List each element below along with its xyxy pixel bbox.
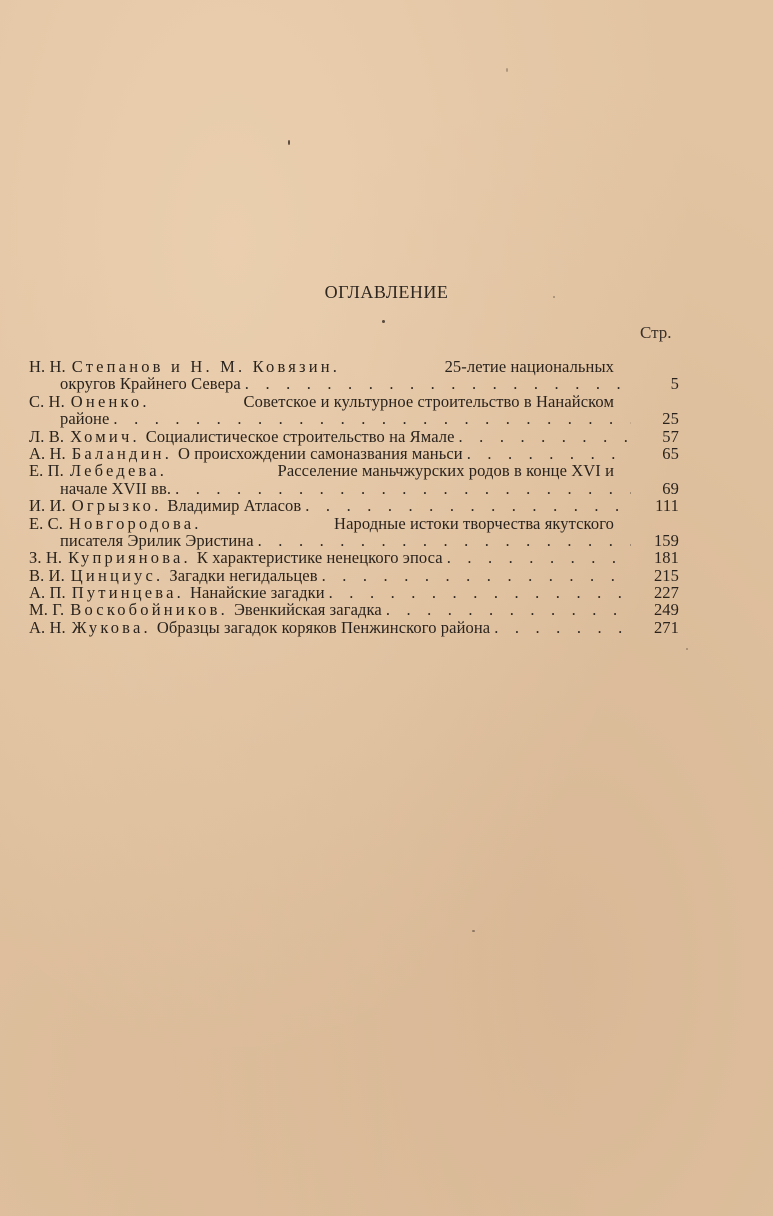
entry-author: Новгородова. xyxy=(68,513,202,533)
entry-author: Баландин. xyxy=(71,443,173,463)
toc-entry[interactable] xyxy=(29,428,679,445)
entry-title: К характеристике ненецкого эпоса xyxy=(196,548,443,568)
entry-initials: З. Н. xyxy=(29,548,63,568)
toc-entry-line xyxy=(29,462,614,479)
entry-title: О происхождении самоназвания маньси xyxy=(178,443,463,463)
entry-title: Загадки негидальцев xyxy=(169,565,318,585)
entry-page: 57 xyxy=(662,426,679,446)
entry-initials: Н. Н. xyxy=(29,357,66,376)
leader-dots xyxy=(322,567,631,584)
entry-initials: С. Н. xyxy=(29,391,65,411)
entry-author: Огрызко. xyxy=(71,496,162,516)
entry-page: 5 xyxy=(670,374,679,394)
toc-entry[interactable] xyxy=(29,358,679,393)
entry-title: Образцы загадок коряков Пенжинского района xyxy=(156,617,491,637)
entry-author: Жукова. xyxy=(71,617,151,637)
toc-entry-line xyxy=(29,393,614,410)
paper-speck xyxy=(382,320,385,323)
entry-title-cont: районе xyxy=(60,409,110,429)
entry-page: 111 xyxy=(655,496,679,516)
leader-dots xyxy=(113,410,631,427)
entry-author: Цинциус. xyxy=(70,565,164,585)
toc-entry-line xyxy=(29,515,614,532)
entry-initials: А. П. xyxy=(29,583,66,603)
toc-entry-line xyxy=(29,428,679,445)
paper-speck xyxy=(288,140,290,145)
leader-dots xyxy=(447,549,631,566)
leader-dots xyxy=(258,532,631,549)
toc-entry-line xyxy=(29,358,614,375)
entry-initials: Е. С. xyxy=(29,513,63,533)
entry-initials: А. Н. xyxy=(29,617,66,637)
leader-dots xyxy=(386,601,631,618)
entry-initials: М. Г. xyxy=(29,600,65,620)
toc-entry[interactable] xyxy=(29,497,679,514)
toc-entry[interactable] xyxy=(29,601,679,618)
toc-entry-line xyxy=(29,497,679,514)
toc-entry-line xyxy=(29,567,679,584)
entry-author: Куприянова. xyxy=(68,548,191,568)
entry-page: 25 xyxy=(662,409,679,429)
entry-page: 271 xyxy=(653,617,679,637)
entry-initials: И. И. xyxy=(29,496,66,516)
entry-initials: В. И. xyxy=(29,565,65,585)
entry-author: Воскобойников. xyxy=(70,600,228,620)
entry-author: Путинцева. xyxy=(71,583,184,603)
toc-entry-line xyxy=(29,584,679,601)
entry-author: Лебедева. xyxy=(69,461,168,481)
toc-entry-line xyxy=(29,601,679,618)
entry-title-cont: начале XVII вв. xyxy=(60,478,172,498)
entry-title: 25-летие национальных xyxy=(444,357,614,376)
toc-entry[interactable] xyxy=(29,445,679,462)
paper-speck xyxy=(686,648,688,650)
toc-entry[interactable] xyxy=(29,462,679,497)
entry-author: Степанов и Н. М. Ковязин. xyxy=(71,357,341,376)
entry-title: Владимир Атласов xyxy=(167,496,302,516)
entry-title: Советское и культурное строительство в Нанайском xyxy=(243,391,614,411)
paper-speck xyxy=(472,930,475,932)
entry-author: Хомич. xyxy=(70,426,140,446)
leader-dots xyxy=(305,497,631,514)
entry-page: 249 xyxy=(653,600,679,620)
paper-speck xyxy=(553,296,555,298)
entry-title: Народные истоки творчества якутского xyxy=(334,513,614,533)
toc-entry-line xyxy=(29,375,679,392)
entry-author: Оненко. xyxy=(70,391,150,411)
toc-entry[interactable] xyxy=(29,515,679,550)
page-column-label: Стр. xyxy=(640,323,672,342)
entry-page: 215 xyxy=(653,565,679,585)
leader-dots xyxy=(175,480,631,497)
toc-entries xyxy=(29,358,679,636)
entry-initials: Л. В. xyxy=(29,426,65,446)
entry-title-cont: округов Крайнего Севера xyxy=(60,374,241,394)
entry-title: Расселение маньчжурских родов в конце XVI и xyxy=(277,461,614,481)
toc-entry-line xyxy=(29,619,679,636)
entry-title: Социалистическое строительство на Ямале xyxy=(145,426,455,446)
entry-page: 181 xyxy=(653,548,679,568)
leader-dots xyxy=(494,619,627,636)
toc-entry-line xyxy=(29,410,679,427)
entry-page: 159 xyxy=(653,530,679,550)
toc-entry-line xyxy=(29,445,679,462)
entry-page: 227 xyxy=(653,583,679,603)
entry-page: 65 xyxy=(662,443,679,463)
entry-title-cont: писателя Эрилик Эристина xyxy=(60,530,254,550)
toc-entry[interactable] xyxy=(29,584,679,601)
toc-entry[interactable] xyxy=(29,393,679,428)
toc-entry-line xyxy=(29,480,679,497)
entry-page: 69 xyxy=(662,478,679,498)
toc-title: ОГЛАВЛЕНИЕ xyxy=(324,282,449,302)
toc-entry-line xyxy=(29,549,679,566)
toc-entry[interactable] xyxy=(29,619,679,636)
leader-dots xyxy=(329,584,631,601)
paper-speck xyxy=(506,68,508,72)
entry-title: Нанайские загадки xyxy=(189,583,325,603)
leader-dots xyxy=(467,445,631,462)
entry-initials: А. Н. xyxy=(29,443,66,463)
entry-initials: Е. П. xyxy=(29,461,64,481)
leader-dots xyxy=(459,428,631,445)
leader-dots xyxy=(245,375,631,392)
toc-entry[interactable] xyxy=(29,567,679,584)
toc-entry[interactable] xyxy=(29,549,679,566)
entry-title: Эвенкийская загадка xyxy=(233,600,382,620)
toc-entry-line xyxy=(29,532,679,549)
